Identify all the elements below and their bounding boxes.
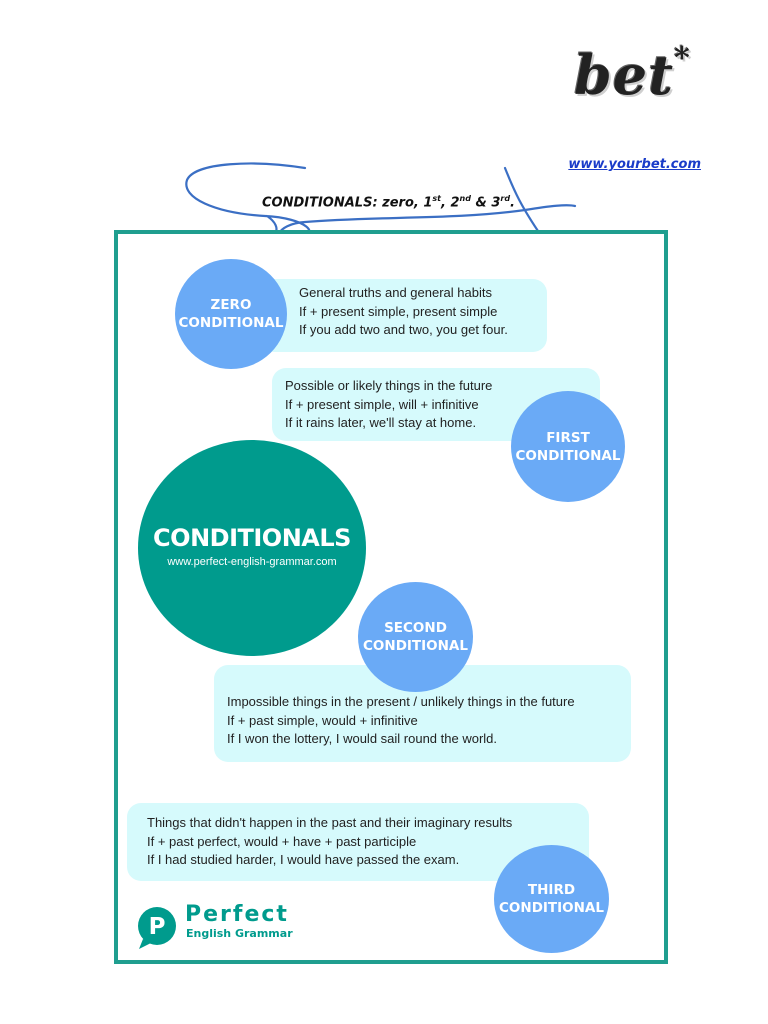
zero-line-1: General truths and general habits — [299, 285, 492, 300]
document-title: CONDITIONALS: zero, 1st, 2nd & 3rd. — [262, 194, 515, 211]
first-label-1: FIRST — [546, 429, 590, 446]
brand-name: Perfect — [185, 902, 289, 927]
first-line-3: If it rains later, we'll stay at home. — [285, 415, 477, 430]
first-line-1: Possible or likely things in the future — [285, 378, 493, 393]
second-label-1: SECOND — [384, 620, 447, 636]
poster-title: CONDITIONALS — [153, 524, 351, 552]
third-label-2: CONDITIONAL — [499, 900, 604, 916]
perfect-english-grammar-logo-icon — [135, 905, 181, 951]
third-line-1: Things that didn't happen in the past and their imaginary results — [147, 815, 513, 830]
zero-label-2: CONDITIONAL — [178, 315, 284, 331]
second-conditional-circle — [358, 582, 473, 692]
first-line-2: If + present simple, will + infinitive — [285, 396, 479, 412]
zero-label-1: ZERO — [210, 297, 252, 313]
second-line-3: If I won the lottery, I would sail round the world. — [227, 731, 498, 746]
third-line-2: If + past perfect, would + have + past participle — [147, 833, 417, 849]
logo-star: * — [674, 41, 691, 76]
svg-text:P: P — [148, 914, 166, 940]
second-label-2: CONDITIONAL — [363, 638, 468, 654]
bet-logo — [574, 41, 691, 107]
third-conditional-circle — [494, 845, 609, 953]
brand-subtitle: English Grammar — [186, 927, 293, 940]
zero-line-2: If + present simple, present simple — [299, 303, 498, 319]
zero-conditional-circle — [175, 259, 287, 369]
third-line-3: If I had studied harder, I would have passed the exam. — [147, 852, 460, 867]
poster-site-url: www.perfect-english-grammar.com — [167, 556, 337, 568]
second-line-2: If + past simple, would + infinitive — [227, 712, 418, 728]
zero-conditional-bubble — [260, 279, 547, 352]
website-link[interactable]: www.yourbet.com — [568, 157, 701, 172]
first-label-2: CONDITIONAL — [515, 447, 621, 464]
logo-text: bet — [574, 43, 675, 107]
third-label-1: THIRD — [527, 882, 576, 898]
zero-line-3: If you add two and two, you get four. — [299, 322, 508, 337]
second-line-1: Impossible things in the present / unlikely things in the future — [227, 694, 575, 709]
first-conditional-circle — [511, 391, 625, 502]
